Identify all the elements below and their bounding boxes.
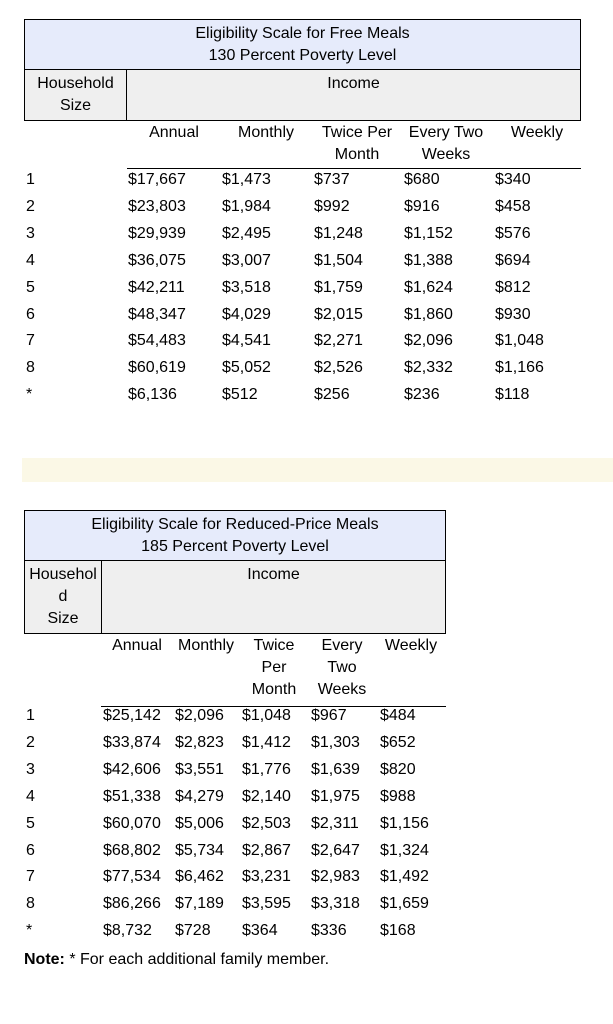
free-row-cell: $1,152 — [404, 224, 453, 242]
free-household-label: Household — [37, 75, 114, 92]
reduced-row-cell: $33,874 — [103, 733, 161, 751]
free-row-cell: $5,052 — [222, 359, 271, 377]
reduced-row-cell: $42,606 — [103, 760, 161, 778]
free-col-header-2 — [312, 122, 402, 166]
free-col-header-1 — [221, 122, 311, 166]
free-row-cell: $1,248 — [314, 224, 363, 242]
free-row-cell: $1,473 — [222, 171, 271, 188]
reduced-row-cell: $4,279 — [175, 787, 224, 805]
reduced-col-header-3-l3: Weeks — [317, 681, 367, 698]
free-household-header — [24, 69, 127, 121]
free-col-header-4 — [492, 122, 582, 166]
free-row-cell: $2,271 — [314, 332, 363, 350]
reduced-row-cell: $2,096 — [175, 707, 224, 724]
free-income-header — [126, 69, 581, 121]
reduced-household-header — [24, 560, 102, 634]
reduced-col-header-1-l1: Monthly — [177, 637, 235, 654]
free-row-size: 8 — [26, 359, 35, 377]
reduced-row-size: 6 — [26, 841, 35, 859]
reduced-row-cell: $51,338 — [103, 787, 161, 805]
free-col-header-4-l1: Weekly — [510, 124, 564, 141]
reduced-row-cell: $1,324 — [380, 841, 429, 859]
free-size-label: Size — [59, 97, 92, 114]
reduced-col-header-4 — [366, 635, 456, 701]
reduced-row-size: * — [26, 922, 33, 940]
reduced-row-cell: $2,983 — [311, 868, 360, 886]
reduced-row-cell: $68,802 — [103, 841, 161, 859]
free-col-header-2-l1: Twice Per — [321, 124, 393, 141]
free-row-cell: $2,096 — [404, 332, 453, 350]
reduced-row-cell: $652 — [380, 733, 416, 751]
reduced-row-cell: $2,311 — [311, 814, 359, 832]
free-meals-title: Eligibility Scale for Free Meals — [195, 25, 410, 42]
free-row-cell: $1,860 — [404, 305, 453, 323]
reduced-row-cell: $1,412 — [242, 733, 291, 751]
free-row-cell: $930 — [495, 305, 531, 323]
free-row-cell: $1,984 — [222, 197, 271, 215]
reduced-meals-subtitle: 185 Percent Poverty Level — [141, 538, 329, 555]
reduced-col-header-3-l1: Every — [321, 637, 363, 654]
reduced-row-cell: $484 — [380, 707, 416, 724]
reduced-row-cell: $2,503 — [242, 814, 291, 832]
free-col-header-0 — [129, 122, 219, 166]
free-income-label: Income — [327, 75, 380, 92]
free-row-cell: $256 — [314, 386, 350, 404]
reduced-row-cell: $2,140 — [242, 787, 291, 805]
reduced-row-cell: $3,551 — [175, 760, 224, 778]
footnote — [24, 951, 329, 969]
reduced-household-label-wrap: d — [58, 588, 68, 605]
reduced-col-header-2-l2: Per — [261, 659, 287, 676]
free-row-cell: $340 — [495, 171, 531, 188]
free-row-cell: $36,075 — [128, 251, 186, 269]
reduced-row-cell: $25,142 — [103, 707, 161, 724]
note-label: Note: — [24, 951, 65, 968]
reduced-row-cell: $3,318 — [311, 895, 360, 913]
free-col-header-4-l2 — [492, 144, 582, 166]
free-row-cell: $458 — [495, 197, 531, 215]
free-row-size: * — [26, 386, 33, 404]
reduced-row-cell: $1,975 — [311, 787, 360, 805]
reduced-col-header-3-l2: Two — [327, 659, 357, 676]
reduced-col-header-4-l2 — [366, 657, 456, 679]
free-col-header-3-l1: Every Two — [408, 124, 484, 141]
reduced-row-cell: $336 — [311, 922, 347, 940]
reduced-row-cell: $364 — [242, 922, 278, 940]
free-row-cell: $2,495 — [222, 224, 271, 242]
reduced-row-cell: $1,776 — [242, 760, 291, 778]
reduced-row-cell: $86,266 — [103, 895, 161, 913]
reduced-row-size: 4 — [26, 787, 35, 805]
free-row-size: 3 — [26, 224, 35, 242]
free-row-cell: $23,803 — [128, 197, 186, 215]
reduced-row-cell: $1,048 — [242, 707, 291, 724]
reduced-col-header-4-l1: Weekly — [384, 637, 438, 654]
reduced-row-size: 3 — [26, 760, 35, 778]
reduced-row-cell: $820 — [380, 760, 416, 778]
free-row-cell: $42,211 — [128, 278, 185, 296]
reduced-size-label: Size — [47, 610, 79, 627]
reduced-row-cell: $1,659 — [380, 895, 429, 913]
free-row-cell: $916 — [404, 197, 440, 215]
reduced-row-cell: $77,534 — [103, 868, 161, 886]
reduced-row-cell: $5,734 — [175, 841, 224, 859]
free-row-cell: $1,048 — [495, 332, 544, 350]
reduced-row-size: 7 — [26, 868, 35, 886]
free-col-header-3-l2: Weeks — [421, 146, 471, 163]
free-col-header-2-l2: Month — [334, 146, 380, 163]
free-row-cell: $812 — [495, 278, 531, 296]
reduced-income-header — [101, 560, 446, 634]
free-row-cell: $1,759 — [314, 278, 363, 296]
reduced-row-cell: $6,462 — [175, 868, 224, 886]
reduced-row-cell: $5,006 — [175, 814, 224, 832]
reduced-row-cell: $1,639 — [311, 760, 360, 778]
free-row-cell: $54,483 — [128, 332, 186, 350]
free-row-cell: $992 — [314, 197, 350, 215]
reduced-row-size: 1 — [26, 707, 35, 724]
free-row-cell: $3,518 — [222, 278, 271, 296]
free-row-cell: $2,332 — [404, 359, 453, 377]
reduced-meals-title-box — [24, 510, 446, 561]
reduced-row-cell: $7,189 — [175, 895, 224, 913]
free-row-cell: $2,526 — [314, 359, 363, 377]
free-row-size: 6 — [26, 305, 35, 323]
reduced-col-header-0-l1: Annual — [112, 637, 162, 654]
reduced-col-header-2-l1: Twice — [253, 637, 295, 654]
reduced-row-cell: $1,156 — [380, 814, 429, 832]
free-row-cell: $694 — [495, 251, 531, 269]
free-col-header-0-l1: Annual — [149, 124, 199, 141]
free-row-cell: $6,136 — [128, 386, 177, 404]
free-row-cell: $576 — [495, 224, 531, 242]
reduced-row-cell: $3,231 — [242, 868, 291, 886]
free-row-cell: $1,624 — [404, 278, 453, 296]
free-row-cell: $3,007 — [222, 251, 271, 269]
free-row-cell: $4,541 — [222, 332, 271, 350]
free-row-cell: $29,939 — [128, 224, 186, 242]
free-row-cell: $1,166 — [495, 359, 544, 377]
free-row-cell: $512 — [222, 386, 258, 404]
free-row-size: 5 — [26, 278, 35, 296]
free-row-cell: $236 — [404, 386, 440, 404]
reduced-row-cell: $988 — [380, 787, 416, 805]
reduced-row-cell: $2,867 — [242, 841, 291, 859]
reduced-col-header-2-l3: Month — [251, 681, 297, 698]
free-row-cell: $118 — [495, 386, 530, 404]
free-col-header-0-l2 — [129, 144, 219, 166]
reduced-row-size: 8 — [26, 895, 35, 913]
free-meals-title-box — [24, 19, 581, 70]
free-row-cell: $2,015 — [314, 305, 363, 323]
reduced-row-cell: $728 — [175, 922, 211, 940]
reduced-row-cell: $8,732 — [103, 922, 152, 940]
reduced-row-cell: $967 — [311, 707, 347, 724]
free-row-cell: $17,667 — [128, 171, 186, 188]
reduced-row-cell: $2,647 — [311, 841, 360, 859]
reduced-row-cell: $1,303 — [311, 733, 360, 751]
separator-band — [22, 458, 613, 482]
reduced-row-size: 2 — [26, 733, 35, 751]
free-row-cell: $4,029 — [222, 305, 271, 323]
reduced-row-cell: $168 — [380, 922, 416, 940]
free-row-size: 2 — [26, 197, 35, 215]
reduced-row-cell: $3,595 — [242, 895, 291, 913]
note-text: * For each additional family member. — [64, 951, 330, 968]
free-row-cell: $60,619 — [128, 359, 186, 377]
reduced-meals-title: Eligibility Scale for Reduced-Price Meals — [91, 516, 379, 533]
free-meals-subtitle: 130 Percent Poverty Level — [208, 47, 397, 64]
free-row-cell: $737 — [314, 171, 350, 188]
reduced-income-label: Income — [247, 566, 300, 583]
free-row-cell: $48,347 — [128, 305, 186, 323]
free-row-cell: $1,388 — [404, 251, 453, 269]
free-row-size: 1 — [26, 171, 35, 188]
free-col-header-3 — [401, 122, 491, 166]
reduced-row-cell: $1,492 — [380, 868, 429, 886]
free-header-rule — [127, 168, 581, 169]
free-row-size: 4 — [26, 251, 35, 269]
free-row-cell: $680 — [404, 171, 440, 188]
reduced-row-cell: $60,070 — [103, 814, 161, 832]
free-col-header-1-l2 — [221, 144, 311, 166]
free-row-size: 7 — [26, 332, 35, 350]
reduced-row-size: 5 — [26, 814, 35, 832]
free-col-header-1-l1: Monthly — [237, 124, 295, 141]
reduced-household-label: Househol — [29, 566, 97, 583]
reduced-col-header-4-l3 — [366, 679, 456, 701]
reduced-row-cell: $2,823 — [175, 733, 224, 751]
free-row-cell: $1,504 — [314, 251, 363, 269]
